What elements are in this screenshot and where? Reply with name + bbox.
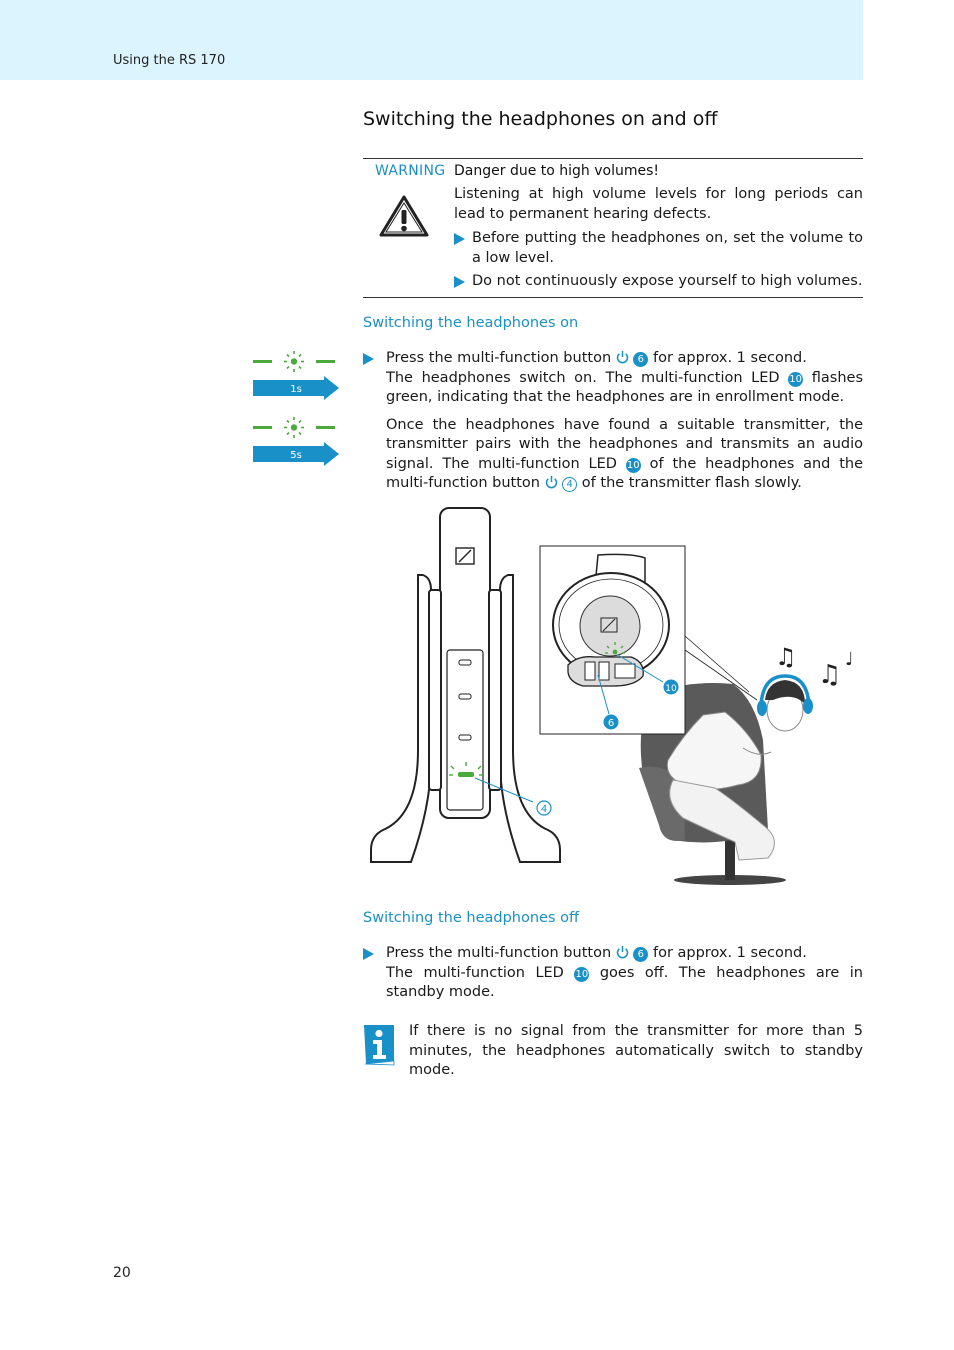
- music-notes-icon: ♫: [775, 643, 797, 671]
- header-band: [0, 0, 863, 80]
- bullet-arrow-icon: [454, 233, 465, 245]
- info-text: If there is no signal from the transmitter for more than 5 minutes, the headphones automatically switch to standby mode.: [409, 1023, 863, 1078]
- step-arrow-icon: [363, 948, 374, 960]
- warning-label: WARNING: [375, 163, 446, 179]
- svg-text:4: 4: [540, 804, 548, 815]
- callout-badge-10: 10: [575, 968, 589, 980]
- callout-badge-10: 10: [626, 459, 640, 471]
- pairing-paragraph: Once the headphones have found a suitable transmitter, the transmitter pairs with the headphones and transmits an audio signal. The multi-function LED 10 of the headphones and the multi-function button 4 of the transmitter flash slowly.: [386, 416, 864, 491]
- callout-badge-10: 10: [789, 373, 803, 385]
- led-flash-icon: [284, 351, 304, 372]
- svg-text:10: 10: [665, 684, 677, 694]
- power-icon: [616, 945, 629, 959]
- page-number: 20: [113, 1265, 131, 1281]
- led-blink-row-1s: [253, 351, 339, 400]
- warning-title: Danger due to high volumes!: [454, 163, 660, 179]
- music-notes-icon: ♩: [845, 649, 854, 670]
- header-section-label: Using the RS 170: [113, 53, 226, 68]
- step-arrow-icon: [363, 353, 374, 365]
- warning-bullet-text: Before putting the headphones on, set the volume to a low level.: [472, 230, 863, 266]
- warning-bullet-text: Do not continuously expose yourself to high volumes.: [472, 273, 863, 289]
- duration-label: 1s: [290, 384, 302, 395]
- transmitter-illustration: [371, 508, 560, 862]
- warning-bullet: [454, 229, 863, 268]
- warning-triangle-icon: [379, 195, 429, 237]
- info-note: [363, 1022, 863, 1081]
- svg-text:6: 6: [607, 718, 615, 729]
- duration-label: 5s: [290, 450, 302, 461]
- info-icon: [363, 1024, 397, 1066]
- callout-badge-4: 4: [562, 477, 577, 492]
- step-instruction: Press the multi-function button 6 for approx. 1 second. The headphones switch on. The multi-function LED 10 flashes green, indicating that the headphones are in enrollment mode.: [386, 350, 864, 405]
- section-heading-on: Switching the headphones on: [363, 315, 579, 331]
- power-icon: [616, 350, 629, 364]
- page-title: Switching the headphones on and off: [363, 108, 718, 130]
- transmitter-headphones-illustration: [363, 500, 863, 890]
- callout-badge-6: 6: [633, 947, 648, 962]
- warning-bullet: [454, 272, 863, 292]
- music-notes-icon: ♫: [818, 660, 842, 690]
- step-instruction: Press the multi-function button 6 for approx. 1 second. The multi-function LED 10 goes off. The headphones are in standby mode.: [386, 945, 864, 1000]
- step-switch-off: [363, 944, 863, 1003]
- section-heading-off: Switching the headphones off: [363, 910, 579, 926]
- warning-box: [363, 158, 863, 298]
- led-flash-diagram: [250, 348, 342, 470]
- callout-badge-6: 6: [633, 352, 648, 367]
- led-blink-row-5s: [253, 417, 339, 466]
- power-icon: [545, 475, 558, 489]
- bullet-arrow-icon: [454, 276, 465, 288]
- warning-description: Listening at high volume levels for long periods can lead to permanent hearing defects.: [454, 186, 863, 222]
- led-flash-icon: [284, 417, 304, 438]
- step-switch-on: [363, 349, 863, 494]
